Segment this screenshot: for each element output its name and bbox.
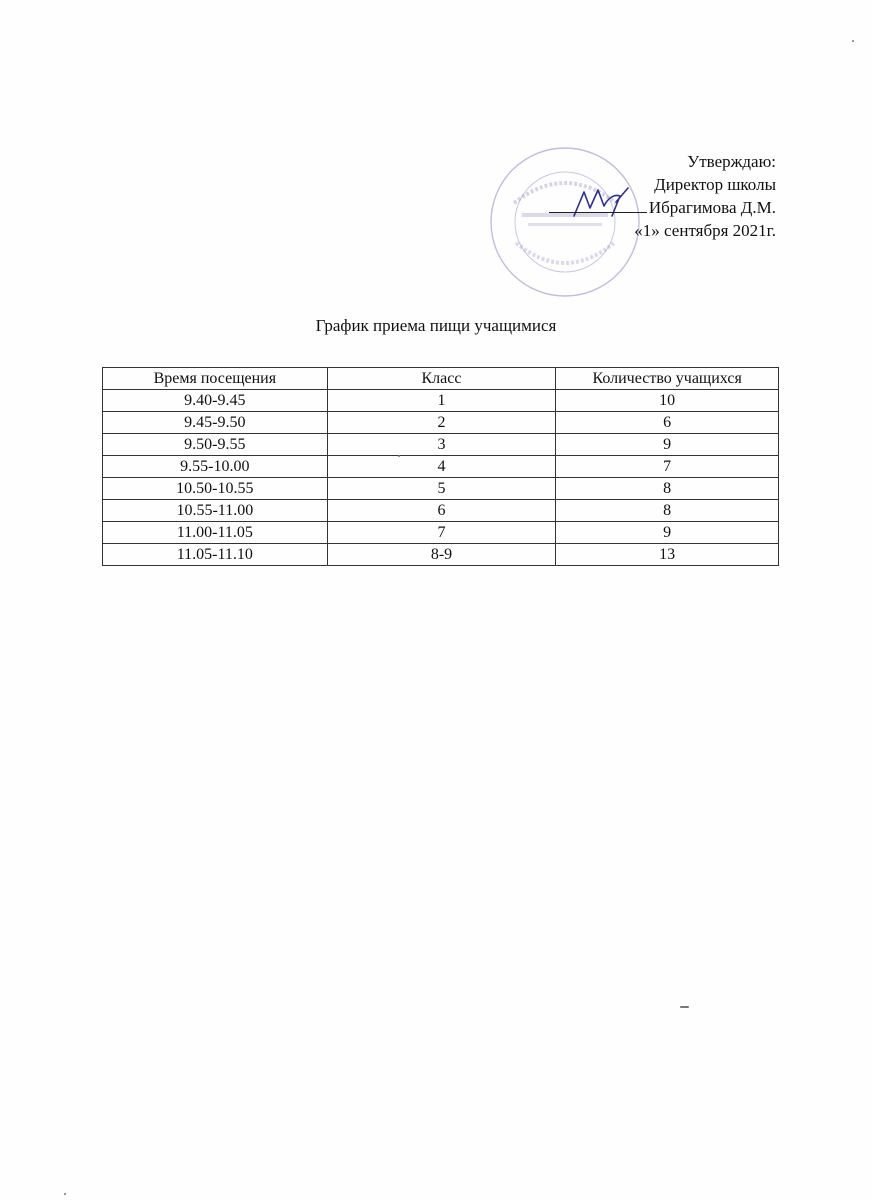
cell-class: 4 bbox=[327, 456, 556, 478]
signature-line bbox=[549, 212, 647, 213]
table-row bbox=[103, 390, 779, 412]
header-visit-time: Время посещения bbox=[103, 368, 328, 390]
director-name: Ибрагимова Д.М. bbox=[648, 198, 776, 217]
cell-class: 8-9 bbox=[327, 544, 556, 566]
cell-time: 10.55-11.00 bbox=[103, 500, 328, 522]
table-row bbox=[103, 522, 779, 544]
cell-time: 11.05-11.10 bbox=[103, 544, 328, 566]
scan-speck bbox=[398, 455, 400, 457]
cell-class: 7 bbox=[327, 522, 556, 544]
scan-speck bbox=[852, 40, 854, 42]
cell-class: 3 bbox=[327, 434, 556, 456]
scan-speck bbox=[680, 1006, 689, 1008]
cell-time: 9.45-9.50 bbox=[103, 412, 328, 434]
cell-count: 9 bbox=[556, 434, 779, 456]
table-row bbox=[103, 478, 779, 500]
table-row bbox=[103, 434, 779, 456]
approval-heading: Утверждаю: bbox=[687, 152, 776, 171]
cell-time: 9.55-10.00 bbox=[103, 456, 328, 478]
cell-time: 11.00-11.05 bbox=[103, 522, 328, 544]
director-title: Директор школы bbox=[654, 175, 776, 194]
cell-count: 6 bbox=[556, 412, 779, 434]
header-student-count: Количество учащихся bbox=[556, 368, 779, 390]
document-title: График приема пищи учащимися bbox=[315, 316, 557, 335]
cell-count: 13 bbox=[556, 544, 779, 566]
header-class: Класс bbox=[327, 368, 556, 390]
cell-count: 8 bbox=[556, 478, 779, 500]
scan-speck bbox=[64, 1193, 66, 1195]
meal-schedule-table bbox=[102, 367, 779, 566]
cell-class: 2 bbox=[327, 412, 556, 434]
director-name-line bbox=[549, 196, 776, 219]
approval-block bbox=[549, 150, 776, 242]
approval-date: «1» сентября 2021г. bbox=[634, 221, 776, 240]
cell-count: 10 bbox=[556, 390, 779, 412]
cell-count: 7 bbox=[556, 456, 779, 478]
cell-class: 1 bbox=[327, 390, 556, 412]
cell-time: 9.40-9.45 bbox=[103, 390, 328, 412]
cell-time: 10.50-10.55 bbox=[103, 478, 328, 500]
cell-count: 9 bbox=[556, 522, 779, 544]
table-row bbox=[103, 500, 779, 522]
cell-class: 6 bbox=[327, 500, 556, 522]
table-header-row bbox=[103, 368, 779, 390]
table-row bbox=[103, 456, 779, 478]
cell-time: 9.50-9.55 bbox=[103, 434, 328, 456]
cell-count: 8 bbox=[556, 500, 779, 522]
cell-class: 5 bbox=[327, 478, 556, 500]
table-row bbox=[103, 544, 779, 566]
table-row bbox=[103, 412, 779, 434]
